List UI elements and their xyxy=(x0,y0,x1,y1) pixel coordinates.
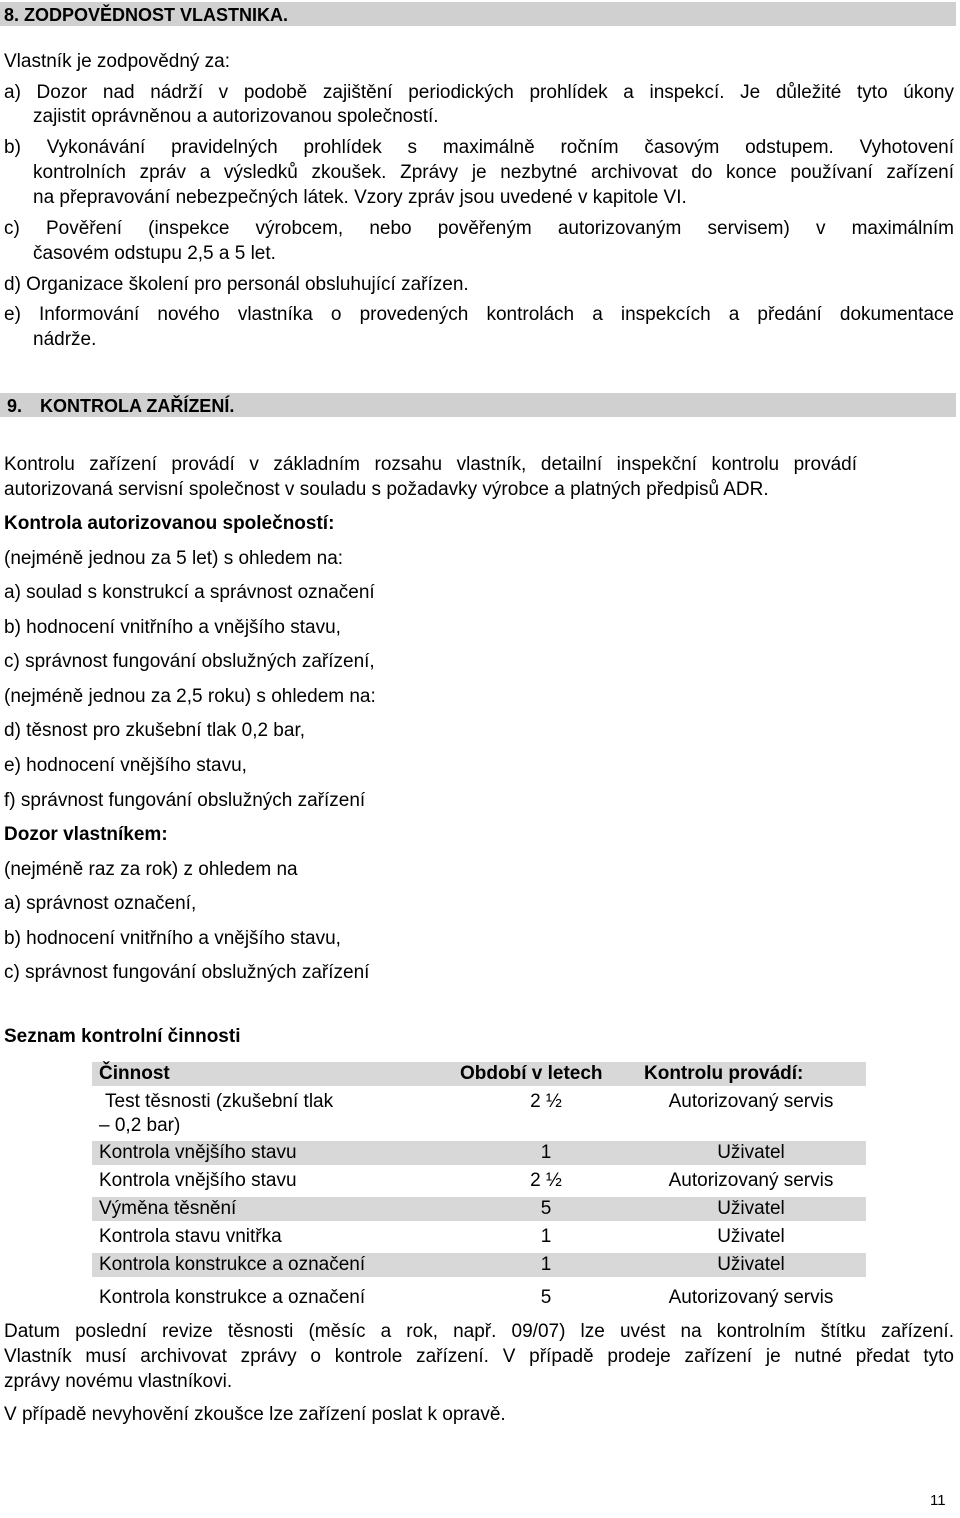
table-row xyxy=(92,1197,866,1221)
item-a-line-2: zajistit oprávněnou a autorizovanou společností. xyxy=(33,106,439,127)
page-number: 11 xyxy=(930,1492,946,1509)
authorized-check-line: d) těsnost pro zkušební tlak 0,2 bar, xyxy=(4,720,306,741)
authorized-check-line: (nejméně jednou za 2,5 roku) s ohledem na: xyxy=(4,686,376,707)
authorized-check-line: a) soulad s konstrukcí a správnost označení xyxy=(4,582,375,603)
row-period: 5 xyxy=(540,1198,552,1219)
row-performed-by: Uživatel xyxy=(717,1142,785,1163)
row-period: 5 xyxy=(540,1287,552,1308)
owner-supervision-line: (nejméně raz za rok) z ohledem na xyxy=(4,859,298,880)
row-performed-by: Autorizovaný servis xyxy=(668,1287,834,1308)
item-b-line-2: kontrolních zpráv a výsledků zkoušek. Zprávy je nezbytné archivovat do konce používaní zařízení xyxy=(33,162,954,183)
authorized-check-line: (nejméně jednou za 5 let) s ohledem na: xyxy=(4,548,344,569)
table-title: Seznam kontrolní činnosti xyxy=(4,1026,241,1047)
section-9-intro-line-2: autorizovaná servisní společnost v souladu s požadavky výrobce a platných předpisů ADR. xyxy=(4,479,769,500)
item-e-line-2: nádrže. xyxy=(33,329,97,350)
row-period: 2 ½ xyxy=(530,1091,562,1112)
row-activity: Kontrola vnějšího stavu xyxy=(99,1170,297,1191)
item-c-line-1: c) Pověření (inspekce výrobcem, nebo pověřeným autorizovaným servisem) v maximálním xyxy=(4,218,954,239)
row-performed-by: Uživatel xyxy=(717,1254,785,1275)
row-performed-by: Uživatel xyxy=(717,1198,785,1219)
footer-note-line-1: Datum poslední revize těsnosti (měsíc a rok, např. 09/07) lze uvést na kontrolním štítku zařízení. xyxy=(4,1321,954,1342)
section-9-intro-line-1: Kontrolu zařízení provádí v základním rozsahu vlastník, detailní inspekční kontrolu provádí xyxy=(4,454,857,475)
authorized-check-heading: Kontrola autorizovanou společností: xyxy=(4,513,335,534)
table-row xyxy=(92,1286,866,1310)
row-period: 1 xyxy=(540,1254,552,1275)
row-activity-cont: – 0,2 bar) xyxy=(99,1115,181,1136)
table-header-row xyxy=(92,1062,866,1086)
item-e-line-1: e) Informování nového vlastníka o provedených kontrolách a inspekcích a předání dokumentace xyxy=(4,304,954,325)
section-8-intro: Vlastník je zodpovědný za: xyxy=(4,51,231,72)
header-period: Období v letech xyxy=(460,1063,603,1084)
row-performed-by: Autorizovaný servis xyxy=(668,1170,834,1191)
item-b-line-3: na přepravování nebezpečných látek. Vzory zpráv jsou uvedené v kapitole VI. xyxy=(33,187,687,208)
footer-note-line-2: Vlastník musí archivovat zprávy o kontrole zařízení. V případě prodeje zařízení je nutné předat tyto xyxy=(4,1346,954,1367)
authorized-check-line: c) správnost fungování obslužných zařízení, xyxy=(4,651,375,672)
owner-supervision-heading: Dozor vlastníkem: xyxy=(4,824,168,845)
table-row xyxy=(92,1169,866,1193)
section-9-title: KONTROLA ZAŘÍZENÍ. xyxy=(40,396,235,416)
row-activity: Kontrola konstrukce a označení xyxy=(99,1254,366,1275)
authorized-check-line: f) správnost fungování obslužných zařízení xyxy=(4,790,366,811)
item-c-line-2: časovém odstupu 2,5 a 5 let. xyxy=(33,243,276,264)
header-activity: Činnost xyxy=(99,1063,170,1084)
item-d: d) Organizace školení pro personál obsluhující zařízen. xyxy=(4,274,469,295)
row-period: 1 xyxy=(540,1226,552,1247)
row-activity: Kontrola konstrukce a označení xyxy=(99,1287,366,1308)
row-activity: Kontrola vnějšího stavu xyxy=(99,1142,297,1163)
row-period: 2 ½ xyxy=(530,1170,562,1191)
header-performed-by: Kontrolu provádí: xyxy=(644,1063,804,1084)
row-period: 1 xyxy=(540,1142,552,1163)
section-8-title: 8. ZODPOVĚDNOST VLASTNIKA. xyxy=(4,5,289,25)
item-b-line-1: b) Vykonávání pravidelných prohlídek s maximálně ročním časovým odstupem. Vyhotovení xyxy=(4,137,954,158)
owner-supervision-line: b) hodnocení vnitřního a vnějšího stavu, xyxy=(4,928,341,949)
row-performed-by: Autorizovaný servis xyxy=(668,1091,834,1112)
row-activity: Kontrola stavu vnitřka xyxy=(99,1226,282,1247)
row-performed-by: Uživatel xyxy=(717,1226,785,1247)
authorized-check-line: b) hodnocení vnitřního a vnějšího stavu, xyxy=(4,617,341,638)
authorized-check-line: e) hodnocení vnějšího stavu, xyxy=(4,755,247,776)
table-row xyxy=(92,1090,866,1138)
section-9-number: 9. xyxy=(7,396,23,416)
footer-note-last: V případě nevyhovění zkoušce lze zařízení poslat k opravě. xyxy=(4,1404,506,1425)
table-row xyxy=(92,1141,866,1165)
table-row xyxy=(92,1225,866,1249)
owner-supervision-line: c) správnost fungování obslužných zařízení xyxy=(4,962,370,983)
table-row xyxy=(92,1253,866,1277)
footer-note-line-3: zprávy novému vlastníkovi. xyxy=(4,1371,233,1392)
row-activity: Výměna těsnění xyxy=(99,1198,237,1219)
owner-supervision-line: a) správnost označení, xyxy=(4,893,197,914)
row-activity: Test těsnosti (zkušební tlak xyxy=(105,1091,334,1112)
item-a-line-1: a) Dozor nad nádrží v podobě zajištění periodických prohlídek a inspekcí. Je důležité tyto úkony xyxy=(4,82,954,103)
